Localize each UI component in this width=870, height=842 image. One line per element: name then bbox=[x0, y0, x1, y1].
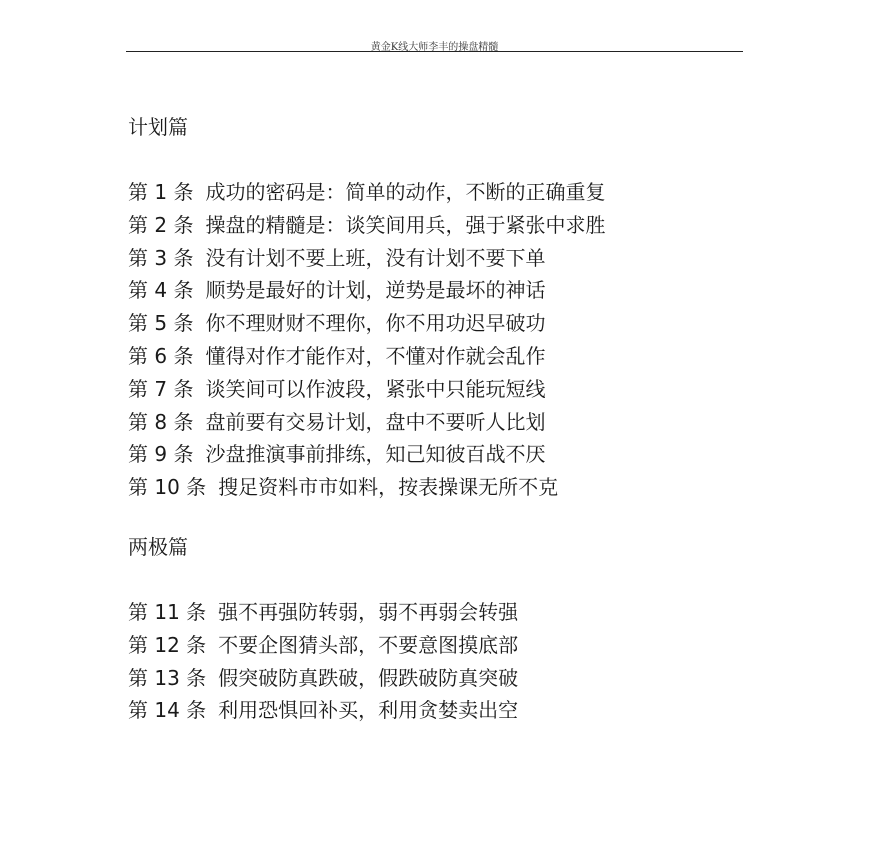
rule-text: 顺势是最好的计划，逆势是最坏的神话 bbox=[205, 278, 546, 303]
rule-text: 操盘的精髓是：谈笑间用兵，强于紧张中求胜 bbox=[205, 212, 606, 237]
rules-list bbox=[128, 176, 768, 504]
rule-number: 第 11 条 bbox=[128, 599, 207, 624]
rule-item bbox=[128, 340, 768, 373]
document-body bbox=[128, 112, 768, 727]
rule-text: 你不理财财不理你，你不用功迟早破功 bbox=[205, 311, 546, 336]
page-header: 黄金K线大师李丰的操盘精髓 bbox=[370, 42, 499, 53]
rule-text: 利用恐惧回补买，利用贪婪卖出空 bbox=[218, 698, 519, 723]
rule-text: 谈笑间可以作波段，紧张中只能玩短线 bbox=[205, 376, 546, 401]
rule-text: 沙盘推演事前排练，知己知彼百战不厌 bbox=[205, 442, 546, 467]
rule-item bbox=[128, 438, 768, 471]
header-divider bbox=[126, 51, 743, 52]
rule-item bbox=[128, 373, 768, 406]
rule-item bbox=[128, 307, 768, 340]
section-title: 两极篇 bbox=[128, 534, 188, 559]
rule-number: 第 12 条 bbox=[128, 632, 207, 657]
rule-number: 第 5 条 bbox=[128, 311, 194, 336]
rule-item bbox=[128, 662, 768, 695]
rule-number: 第 13 条 bbox=[128, 665, 207, 690]
rule-number: 第 8 条 bbox=[128, 409, 194, 434]
section-plan bbox=[128, 112, 768, 504]
rule-number: 第 7 条 bbox=[128, 376, 194, 401]
rule-item bbox=[128, 209, 768, 242]
section-extremes bbox=[128, 532, 768, 727]
rule-item bbox=[128, 596, 768, 629]
rule-item bbox=[128, 176, 768, 209]
rules-list bbox=[128, 596, 768, 727]
rule-item bbox=[128, 629, 768, 662]
rule-item bbox=[128, 406, 768, 439]
rule-item bbox=[128, 471, 768, 504]
rule-number: 第 2 条 bbox=[128, 212, 194, 237]
rule-number: 第 10 条 bbox=[128, 475, 207, 500]
rule-number: 第 1 条 bbox=[128, 180, 194, 204]
rule-text: 强不再强防转弱，弱不再弱会转强 bbox=[218, 599, 519, 624]
rule-text: 假突破防真跌破，假跌破防真突破 bbox=[218, 665, 519, 690]
rule-item bbox=[128, 694, 768, 727]
rule-text: 没有计划不要上班，没有计划不要下单 bbox=[205, 245, 546, 270]
rule-number: 第 6 条 bbox=[128, 343, 194, 368]
rule-number: 第 3 条 bbox=[128, 245, 194, 270]
rule-number: 第 4 条 bbox=[128, 278, 194, 303]
rule-text: 懂得对作才能作对，不懂对作就会乱作 bbox=[205, 343, 546, 368]
section-title: 计划篇 bbox=[128, 115, 188, 139]
rule-text: 不要企图猜头部，不要意图摸底部 bbox=[218, 632, 519, 657]
rule-item bbox=[128, 274, 768, 307]
rule-text: 搜足资料市市如料，按表操课无所不克 bbox=[218, 475, 559, 500]
rule-text: 成功的密码是：简单的动作，不断的正确重复 bbox=[205, 180, 606, 204]
rule-number: 第 14 条 bbox=[128, 698, 207, 723]
rule-text: 盘前要有交易计划，盘中不要听人比划 bbox=[205, 409, 546, 434]
rule-item bbox=[128, 242, 768, 275]
rule-number: 第 9 条 bbox=[128, 442, 194, 467]
